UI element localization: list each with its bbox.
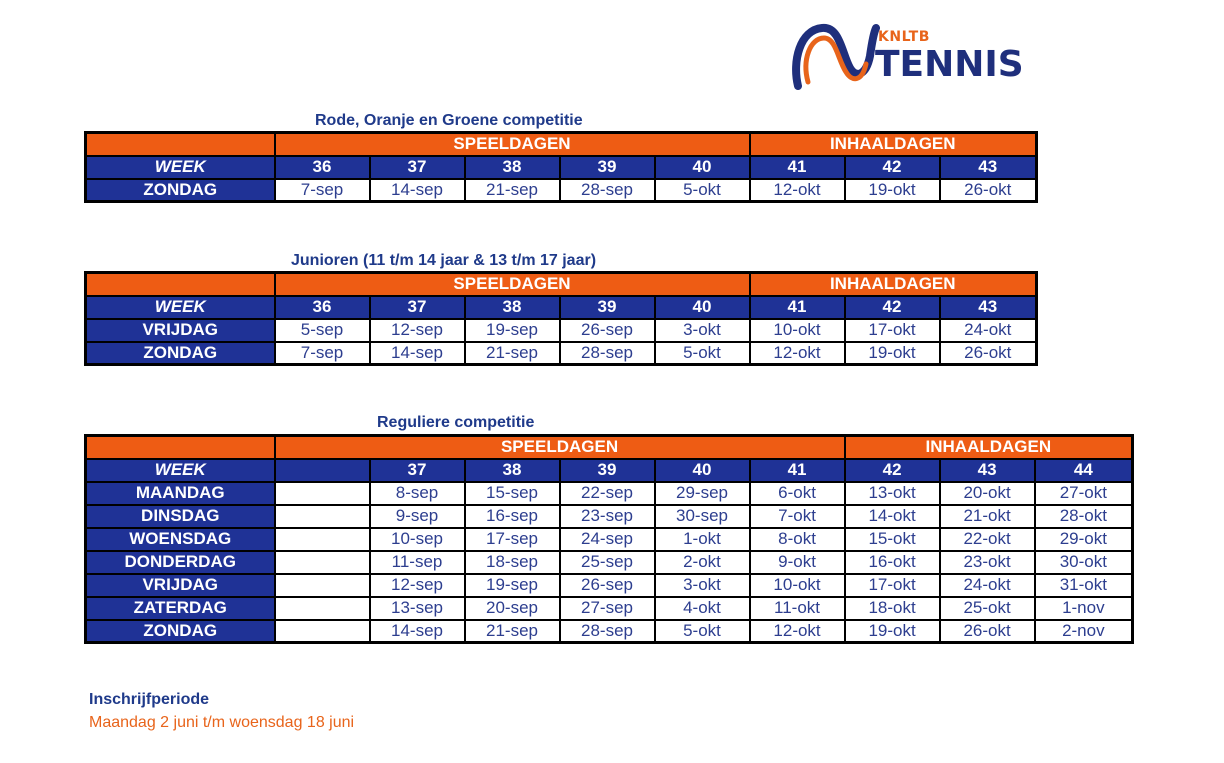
date-cell: 5-okt — [655, 179, 750, 202]
date-cell: 9-okt — [750, 551, 845, 574]
date-cell: 15-sep — [465, 482, 560, 505]
date-cell: 22-sep — [560, 482, 655, 505]
date-cell — [275, 574, 370, 597]
table-row — [86, 597, 1133, 620]
week-number: 38 — [465, 156, 560, 179]
date-cell: 31-okt — [1035, 574, 1133, 597]
table-row — [86, 528, 1133, 551]
week-number: 42 — [845, 296, 940, 319]
section-title-junioren: Junioren (11 t/m 14 jaar & 13 t/m 17 jaar) — [291, 252, 597, 269]
week-number: 37 — [370, 156, 465, 179]
table-row — [86, 482, 1133, 505]
day-label: ZONDAG — [86, 179, 275, 202]
date-cell: 28-sep — [560, 179, 655, 202]
week-row — [86, 296, 1037, 319]
date-cell: 24-okt — [940, 574, 1035, 597]
date-cell: 7-okt — [750, 505, 845, 528]
week-number: 39 — [560, 459, 655, 482]
table-row — [86, 505, 1133, 528]
week-number: 37 — [370, 296, 465, 319]
logo-knltb-text: KNLTB — [878, 29, 930, 45]
table-row — [86, 620, 1133, 643]
date-cell: 5-okt — [655, 620, 750, 643]
date-cell: 24-okt — [940, 319, 1037, 342]
date-cell: 19-sep — [465, 319, 560, 342]
week-number: 41 — [750, 156, 845, 179]
date-cell: 23-okt — [940, 551, 1035, 574]
day-label: VRIJDAG — [86, 574, 275, 597]
date-cell: 5-sep — [275, 319, 370, 342]
week-label: WEEK — [86, 156, 275, 179]
week-number: 40 — [655, 459, 750, 482]
date-cell: 27-sep — [560, 597, 655, 620]
week-number: 42 — [845, 156, 940, 179]
table-row — [86, 342, 1037, 365]
date-cell: 15-okt — [845, 528, 940, 551]
header-corner — [86, 133, 275, 156]
date-cell: 6-okt — [750, 482, 845, 505]
schedule-table-rog — [84, 131, 1038, 203]
week-label: WEEK — [86, 296, 275, 319]
inhaaldagen-header: INHAALDAGEN — [750, 133, 1037, 156]
registration-period-text: Maandag 2 juni t/m woensdag 18 juni — [89, 714, 355, 731]
date-cell: 11-sep — [370, 551, 465, 574]
day-label: MAANDAG — [86, 482, 275, 505]
table-row — [86, 574, 1133, 597]
day-label: ZONDAG — [86, 620, 275, 643]
day-label: WOENSDAG — [86, 528, 275, 551]
date-cell: 19-okt — [845, 620, 940, 643]
date-cell: 25-okt — [940, 597, 1035, 620]
date-cell: 21-okt — [940, 505, 1035, 528]
date-cell: 19-sep — [465, 574, 560, 597]
date-cell: 28-okt — [1035, 505, 1133, 528]
table-row — [86, 179, 1037, 202]
date-cell: 19-okt — [845, 179, 940, 202]
date-cell: 23-sep — [560, 505, 655, 528]
week-number: 37 — [370, 459, 465, 482]
week-number: 41 — [750, 459, 845, 482]
table-row — [86, 319, 1037, 342]
speeldagen-header: SPEELDAGEN — [275, 133, 750, 156]
date-cell: 3-okt — [655, 574, 750, 597]
schedule-table-junioren — [84, 271, 1038, 366]
date-cell: 12-okt — [750, 342, 845, 365]
date-cell: 25-sep — [560, 551, 655, 574]
date-cell: 1-nov — [1035, 597, 1133, 620]
date-cell: 28-sep — [560, 342, 655, 365]
date-cell: 14-sep — [370, 342, 465, 365]
date-cell: 10-okt — [750, 574, 845, 597]
day-label: VRIJDAG — [86, 319, 275, 342]
week-row — [86, 156, 1037, 179]
week-number: 38 — [465, 296, 560, 319]
date-cell — [275, 505, 370, 528]
week-number: 40 — [655, 156, 750, 179]
week-number: 41 — [750, 296, 845, 319]
week-number: 40 — [655, 296, 750, 319]
tennis-swoosh-icon — [790, 16, 880, 92]
date-cell: 24-sep — [560, 528, 655, 551]
day-label: ZATERDAG — [86, 597, 275, 620]
week-number: 36 — [275, 296, 370, 319]
date-cell: 29-sep — [655, 482, 750, 505]
inhaaldagen-header: INHAALDAGEN — [750, 273, 1037, 296]
header-row — [86, 436, 1133, 459]
logo-tennis-text: TENNIS — [875, 44, 1024, 85]
date-cell: 9-sep — [370, 505, 465, 528]
header-row — [86, 273, 1037, 296]
week-number: 38 — [465, 459, 560, 482]
week-number — [275, 459, 370, 482]
date-cell: 8-sep — [370, 482, 465, 505]
week-number: 39 — [560, 156, 655, 179]
week-number: 36 — [275, 156, 370, 179]
date-cell: 10-sep — [370, 528, 465, 551]
date-cell: 7-sep — [275, 179, 370, 202]
inhaaldagen-header: INHAALDAGEN — [845, 436, 1133, 459]
day-label: DONDERDAG — [86, 551, 275, 574]
date-cell: 18-sep — [465, 551, 560, 574]
header-corner — [86, 436, 275, 459]
date-cell: 7-sep — [275, 342, 370, 365]
date-cell: 21-sep — [465, 620, 560, 643]
date-cell: 12-sep — [370, 574, 465, 597]
week-number: 42 — [845, 459, 940, 482]
week-row — [86, 459, 1133, 482]
date-cell: 28-sep — [560, 620, 655, 643]
date-cell: 17-okt — [845, 574, 940, 597]
date-cell: 18-okt — [845, 597, 940, 620]
date-cell: 8-okt — [750, 528, 845, 551]
week-label: WEEK — [86, 459, 275, 482]
date-cell: 17-sep — [465, 528, 560, 551]
date-cell: 20-sep — [465, 597, 560, 620]
date-cell: 2-nov — [1035, 620, 1133, 643]
week-number: 39 — [560, 296, 655, 319]
day-label: DINSDAG — [86, 505, 275, 528]
date-cell: 21-sep — [465, 342, 560, 365]
date-cell — [275, 620, 370, 643]
date-cell: 29-okt — [1035, 528, 1133, 551]
header-row — [86, 133, 1037, 156]
date-cell: 26-okt — [940, 342, 1037, 365]
date-cell — [275, 528, 370, 551]
date-cell: 14-sep — [370, 179, 465, 202]
date-cell: 16-okt — [845, 551, 940, 574]
week-number: 43 — [940, 296, 1037, 319]
date-cell: 10-okt — [750, 319, 845, 342]
date-cell: 26-sep — [560, 319, 655, 342]
date-cell: 27-okt — [1035, 482, 1133, 505]
section-title-rog: Rode, Oranje en Groene competitie — [315, 112, 583, 129]
date-cell: 4-okt — [655, 597, 750, 620]
date-cell: 13-sep — [370, 597, 465, 620]
week-number: 43 — [940, 459, 1035, 482]
day-label: ZONDAG — [86, 342, 275, 365]
header-corner — [86, 273, 275, 296]
date-cell: 26-okt — [940, 620, 1035, 643]
date-cell: 12-okt — [750, 179, 845, 202]
date-cell: 26-okt — [940, 179, 1037, 202]
section-title-regulier: Reguliere competitie — [377, 414, 535, 431]
speeldagen-header: SPEELDAGEN — [275, 436, 845, 459]
date-cell: 12-sep — [370, 319, 465, 342]
speeldagen-header: SPEELDAGEN — [275, 273, 750, 296]
date-cell: 11-okt — [750, 597, 845, 620]
date-cell: 14-sep — [370, 620, 465, 643]
date-cell: 1-okt — [655, 528, 750, 551]
date-cell: 19-okt — [845, 342, 940, 365]
date-cell: 30-okt — [1035, 551, 1133, 574]
date-cell: 20-okt — [940, 482, 1035, 505]
date-cell — [275, 597, 370, 620]
schedule-table-regulier — [84, 434, 1134, 644]
registration-period-title: Inschrijfperiode — [89, 691, 210, 708]
date-cell — [275, 482, 370, 505]
date-cell: 22-okt — [940, 528, 1035, 551]
date-cell: 12-okt — [750, 620, 845, 643]
week-number: 44 — [1035, 459, 1133, 482]
date-cell: 16-sep — [465, 505, 560, 528]
date-cell — [275, 551, 370, 574]
date-cell: 17-okt — [845, 319, 940, 342]
date-cell: 3-okt — [655, 319, 750, 342]
knltb-tennis-logo — [790, 16, 1024, 92]
date-cell: 30-sep — [655, 505, 750, 528]
date-cell: 13-okt — [845, 482, 940, 505]
week-number: 43 — [940, 156, 1037, 179]
table-row — [86, 551, 1133, 574]
date-cell: 21-sep — [465, 179, 560, 202]
date-cell: 2-okt — [655, 551, 750, 574]
date-cell: 14-okt — [845, 505, 940, 528]
date-cell: 5-okt — [655, 342, 750, 365]
date-cell: 26-sep — [560, 574, 655, 597]
